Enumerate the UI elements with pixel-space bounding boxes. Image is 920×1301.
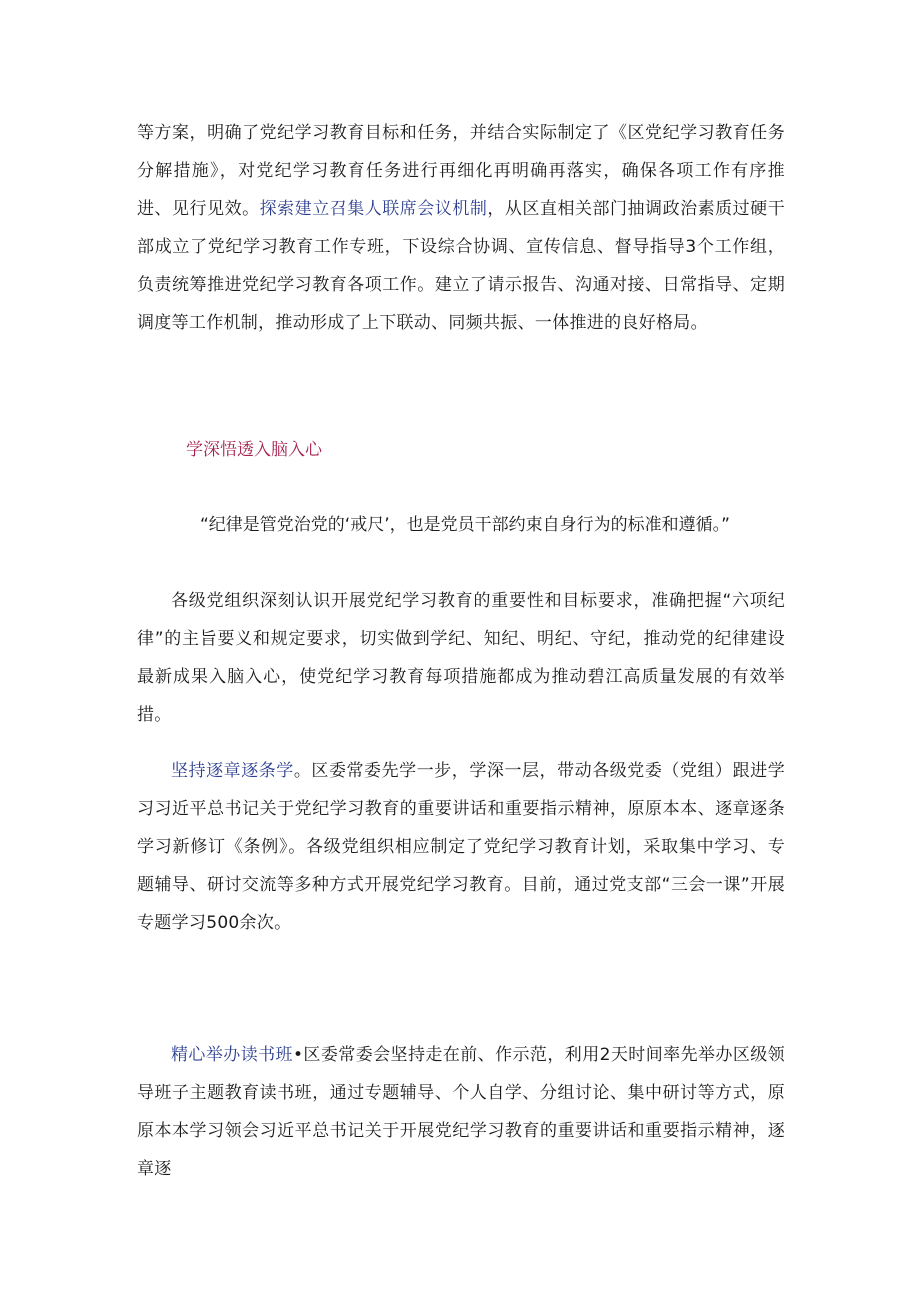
- paragraph-reading-class: [137, 1036, 785, 1188]
- highlight-phrase: 精心举办读书班: [171, 1045, 293, 1065]
- paragraph-text: 。区委常委先学一步，学深一层，带动各级党委（党组）跟进学习习近平总书记关于党纪学习教育的重要讲话和重要指示精神，原原本本、逐章逐条学习新修订《条例》。各级党组织相应制定了党纪学习教育计划，采取集中学习、专题辅导、研讨交流等多种方式开展党纪学习教育。目前，通过党支部“三会一课”开展专题学习500余次。: [137, 761, 785, 933]
- paragraph-text: 等方案，明确了党纪学习教育目标和任务，并结合实际制定了《区党纪学习教育任务分解措施》，对党纪学习教育任务进行再细化再明确再落实，确保各项工作有序推进、见行见效。: [137, 123, 785, 219]
- paragraph-understanding: 各级党组织深刻认识开展党纪学习教育的重要性和目标要求，准确把握“六项纪律”的主旨要义和规定要求，切实做到学纪、知纪、明纪、守纪，推动党的纪律建设最新成果入脑入心，使党纪学习教育每项措施都成为推动碧江高质量发展的有效举措。: [137, 591, 785, 725]
- highlight-phrase: 坚持逐章逐条学: [171, 761, 294, 781]
- paragraph-study-chapter: [137, 752, 785, 942]
- highlight-phrase: 探索建立召集人联席会议机制: [259, 199, 488, 219]
- paragraph-text: •区委常委会坚持走在前、作示范，利用2天时间率先举办区级领导班子主题教育读书班，通过专题辅导、个人自学、分组讨论、集中研讨等方式，原原本本学习领会习近平总书记关于开展党纪学习教育的重要讲话和重要指示精神，逐章逐: [137, 1045, 785, 1179]
- paragraph-text: ，从区直相关部门抽调政治素质过硬干部成立了党纪学习教育工作专班，下设综合协调、宣传信息、督导指导3个工作组，负责统筹推进党纪学习教育各项工作。建立了请示报告、沟通对接、日常指导、定期调度等工作机制，推动形成了上下联动、同频共振、一体推进的良好格局。: [137, 199, 785, 333]
- section-heading: 学深悟透入脑入心: [186, 440, 322, 460]
- quote-text: “纪律是管党治党的‘戒尺’，也是党员干部约束自身行为的标准和遵循。”: [200, 515, 730, 535]
- paragraph-mechanism: [137, 114, 785, 342]
